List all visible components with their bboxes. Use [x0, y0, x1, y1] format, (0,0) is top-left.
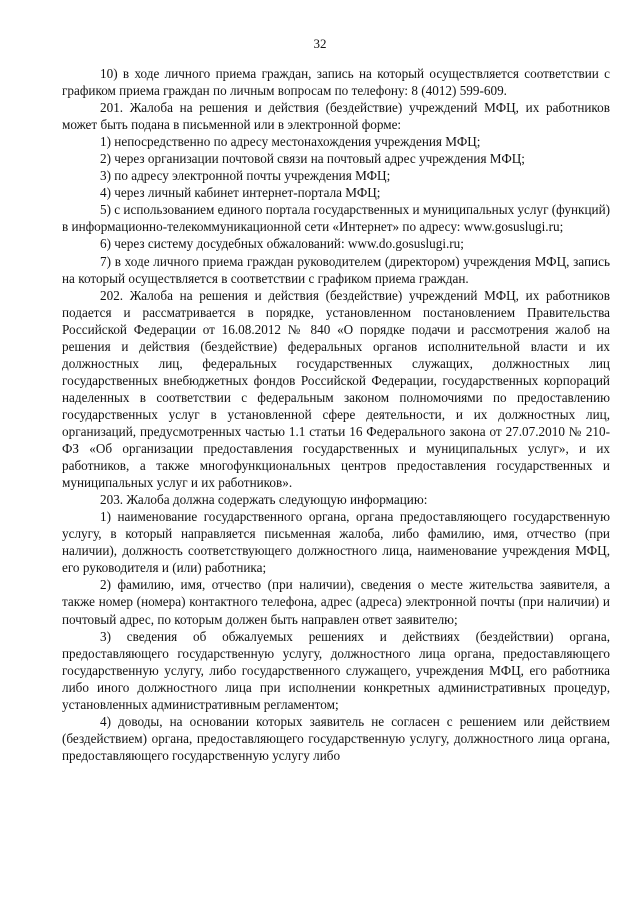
requirement-item-2: 2) фамилию, имя, отчество (при наличии), сведения о месте жительства заявителя, а также номер (номера) контактного телефона, адрес (адреса) электронной почты (при наличии) и почтовый адрес, по которым должен быть направлен ответ заявителю;: [62, 577, 610, 627]
list-item-4: 4) через личный кабинет интернет-портала МФЦ;: [100, 185, 381, 201]
list-item-7: 7) в ходе личного приема граждан руководителем (директором) учреждения МФЦ, запись на который осуществляется в соответствии с графиком приема граждан.: [62, 253, 610, 286]
document-body: [62, 65, 610, 764]
list-item-1: 1) непосредственно по адресу местонахождения учреждения МФЦ;: [100, 134, 481, 150]
paragraph-item-10: 10) в ходе личного приема граждан, запись на который осуществляется соответствии с графиком приема граждан по личным вопросам по телефону: 8 (4012) 599-609.: [62, 66, 610, 99]
list-item-5: 5) с использованием единого портала государственных и муниципальных услуг (функций) в информационно-телекоммуникационной сети «Интернет» по адресу: www.gosuslugi.ru;: [62, 202, 611, 235]
requirement-item-3: 3) сведения об обжалуемых решениях и действиях (бездействии) органа, предоставляющего государственную услугу, должностного лица органа, предоставляющего государственную услугу, либо государственного служащего, учреждения МФЦ, его работника либо иного должностного лица при исполнении конкретных административных процедур, установленных административным регламентом;: [62, 628, 610, 712]
paragraph-203: 203. Жалоба должна содержать следующую информацию:: [100, 492, 428, 508]
list-item-3: 3) по адресу электронной почты учреждения МФЦ;: [100, 168, 391, 184]
requirement-item-1: 1) наименование государственного органа, органа предоставляющего государственную услугу, в который направляется письменная жалоба, либо фамилию, имя, отчество (при наличии), должность соответствующего должностного лица, наименование учреждения МФЦ, его руководителя и (или) работника;: [62, 509, 610, 576]
list-item-6: 6) через систему досудебных обжалований: www.do.gosuslugi.ru;: [100, 236, 464, 252]
list-item-2: 2) через организации почтовой связи на почтовый адрес учреждения МФЦ;: [100, 151, 525, 167]
paragraph-201: 201. Жалоба на решения и действия (бездействие) учреждений МФЦ, их работников может быть подана в письменной или в электронной форме:: [62, 100, 610, 133]
paragraph-202: 202. Жалоба на решения и действия (бездействие) учреждений МФЦ, их работников подается и рассматривается в порядке, установленном постановлением Правительства Российской Федерации от 16.08.2012 № 840 «О порядке подачи и рассмотрения жалоб на решения и действия (бездействие) федеральных органов исполнительной власти и их должностных лиц, федеральных государственных служащих, должностных лиц государственных внебюджетных фондов Российской Федерации, государственных корпораций наделенных в соответствии с федеральным законом полномочиями по предоставлению государственных услуг в установленной сфере деятельности, и их должностных лиц, организаций, предусмотренных частью 1.1 статьи 16 Федерального закона от 27.07.2010 № 210-ФЗ «Об организации предоставления государственных и муниципальных услуг», и их работников, а также многофункциональных центров предоставления государственных и муниципальных услуг и их работников».: [62, 287, 610, 491]
page-number: 32: [313, 36, 327, 51]
requirement-item-4: 4) доводы, на основании которых заявитель не согласен с решением или действием (бездействием) органа, предоставляющего государственную услугу, должностного лица органа, предоставляющего государственную услугу либо: [62, 713, 610, 763]
